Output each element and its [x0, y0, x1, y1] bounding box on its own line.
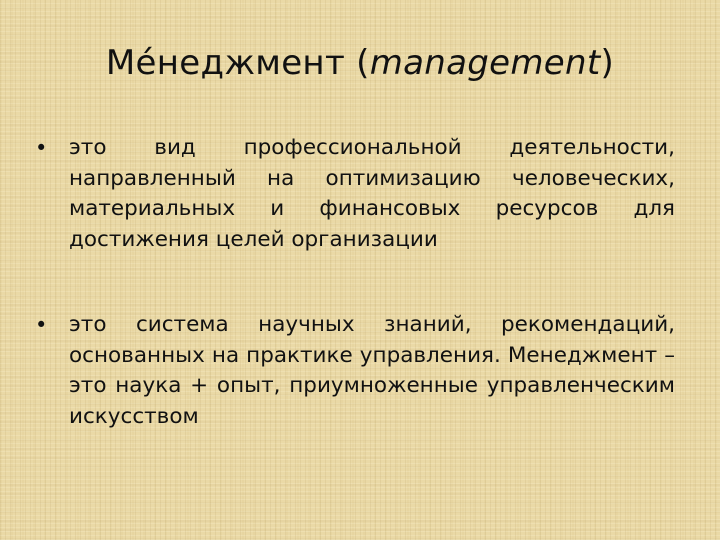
bullet-text: это вид профессиональной деятельности, направленный на оптимизацию человеческих, материальных и финансовых ресурсов для достижения целей организации — [69, 135, 675, 252]
slide-title — [0, 43, 720, 83]
bullet-text: это система научных знаний, рекомендаций, основанных на практике управления. Менеджмент – это наука + опыт, приумноженные управленческим искусством — [69, 312, 675, 429]
title-foreign-term: management — [369, 43, 601, 83]
bullet-marker: • — [35, 136, 48, 160]
bullet-item-definition-activity — [35, 133, 675, 255]
bullet-marker: • — [35, 313, 48, 337]
title-term: Ме́неджмент — [105, 43, 346, 83]
title-paren-close: ) — [600, 43, 615, 83]
bullet-list — [35, 133, 675, 432]
bullet-item-definition-science — [35, 310, 675, 432]
title-paren-open: ( — [345, 43, 370, 83]
